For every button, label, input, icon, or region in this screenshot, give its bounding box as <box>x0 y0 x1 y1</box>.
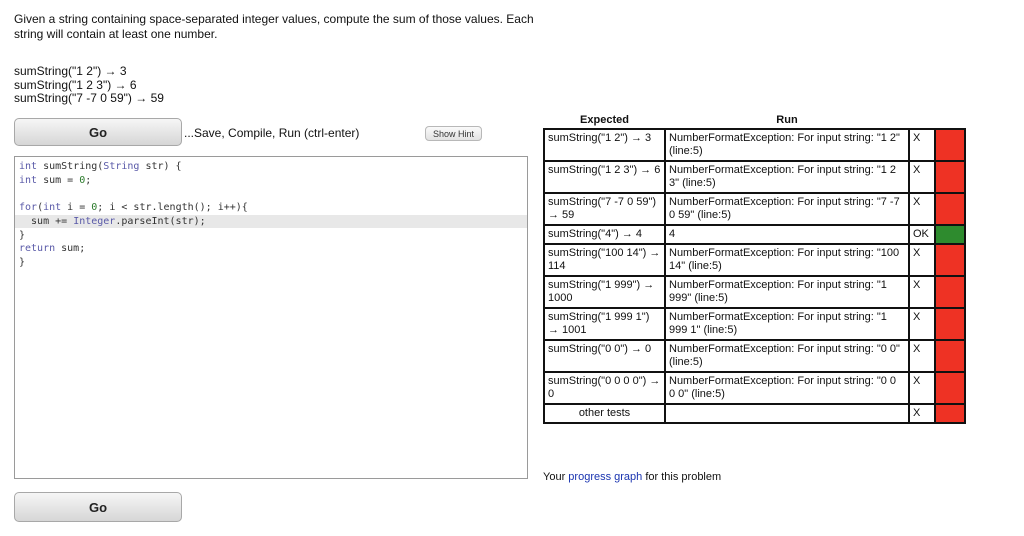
expected-cell: other tests <box>544 404 665 423</box>
problem-examples <box>14 65 164 106</box>
code-line: int sum = 0; <box>19 175 92 186</box>
run-cell <box>665 404 909 423</box>
code-line: return sum; <box>19 243 86 254</box>
expected-cell: sumString("1 999 1") → 1001 <box>544 308 665 340</box>
result-row <box>544 129 965 161</box>
status-mark: X <box>909 244 935 276</box>
run-cell: 4 <box>665 225 909 244</box>
expected-cell: sumString("1 999") → 1000 <box>544 276 665 308</box>
result-row <box>544 308 965 340</box>
status-color-cell <box>935 161 965 193</box>
save-compile-run-label: ...Save, Compile, Run (ctrl-enter) <box>184 126 360 140</box>
status-mark: X <box>909 372 935 404</box>
example-line: sumString("1 2") → 3 <box>14 64 127 78</box>
run-cell: NumberFormatException: For input string: "0 0" (line:5) <box>665 340 909 372</box>
status-mark: X <box>909 161 935 193</box>
progress-suffix: for this problem <box>642 471 722 483</box>
run-cell: NumberFormatException: For input string: "1 2 3" (line:5) <box>665 161 909 193</box>
result-row <box>544 404 965 423</box>
run-cell: NumberFormatException: For input string: "1 2" (line:5) <box>665 129 909 161</box>
run-cell: NumberFormatException: For input string: "100 14" (line:5) <box>665 244 909 276</box>
go-button-bottom[interactable]: Go <box>14 492 182 522</box>
code-editor[interactable] <box>14 156 528 479</box>
expected-cell: sumString("0 0") → 0 <box>544 340 665 372</box>
example-line: sumString("1 2 3") → 6 <box>14 77 137 92</box>
status-color-cell <box>935 244 965 276</box>
result-row <box>544 193 965 225</box>
status-color-cell <box>935 404 965 423</box>
show-hint-button[interactable]: Show Hint <box>425 126 482 141</box>
expected-cell: sumString("4") → 4 <box>544 225 665 244</box>
result-row <box>544 276 965 308</box>
expected-header: Expected <box>580 114 629 126</box>
progress-prefix: Your <box>543 471 569 483</box>
code-line: for(int i = 0; i < str.length(); i++){ <box>19 202 248 213</box>
status-color-cell <box>935 340 965 372</box>
results-table <box>543 113 966 424</box>
status-mark: X <box>909 276 935 308</box>
expected-cell: sumString("7 -7 0 59") → 59 <box>544 193 665 225</box>
status-mark: OK <box>909 225 935 244</box>
example-line: sumString("7 -7 0 59") → 59 <box>14 91 164 105</box>
result-row <box>544 161 965 193</box>
expected-cell: sumString("0 0 0 0") → 0 <box>544 372 665 404</box>
run-cell: NumberFormatException: For input string: "0 0 0 0" (line:5) <box>665 372 909 404</box>
code-line: } <box>19 230 26 241</box>
status-color-cell <box>935 372 965 404</box>
status-color-cell <box>935 308 965 340</box>
run-cell: NumberFormatException: For input string: "7 -7 0 59" (line:5) <box>665 193 909 225</box>
code-line-active: sum += Integer.parseInt(str); <box>15 215 527 228</box>
problem-prompt: Given a string containing space-separated integer values, compute the sum of those values. Each string will contain at least one number. <box>14 12 534 41</box>
code-line: } <box>19 257 26 268</box>
expected-cell: sumString("100 14") → 114 <box>544 244 665 276</box>
result-row <box>544 244 965 276</box>
progress-graph-link[interactable]: progress graph <box>568 471 643 483</box>
run-header: Run <box>776 114 798 126</box>
code-line: int sumString(String str) { <box>19 161 182 172</box>
expected-cell: sumString("1 2 3") → 6 <box>544 161 665 193</box>
status-color-cell <box>935 225 965 244</box>
run-cell: NumberFormatException: For input string: "1 999 1" (line:5) <box>665 308 909 340</box>
status-color-cell <box>935 129 965 161</box>
status-mark: X <box>909 129 935 161</box>
go-button[interactable]: Go <box>14 118 182 146</box>
status-color-cell <box>935 276 965 308</box>
status-mark: X <box>909 193 935 225</box>
expected-cell: sumString("1 2") → 3 <box>544 129 665 161</box>
status-mark: X <box>909 308 935 340</box>
status-color-cell <box>935 193 965 225</box>
status-mark: X <box>909 404 935 423</box>
run-cell: NumberFormatException: For input string: "1 999" (line:5) <box>665 276 909 308</box>
status-mark: X <box>909 340 935 372</box>
result-row <box>544 372 965 404</box>
progress-note <box>543 471 721 483</box>
result-row <box>544 340 965 372</box>
result-row <box>544 225 965 244</box>
